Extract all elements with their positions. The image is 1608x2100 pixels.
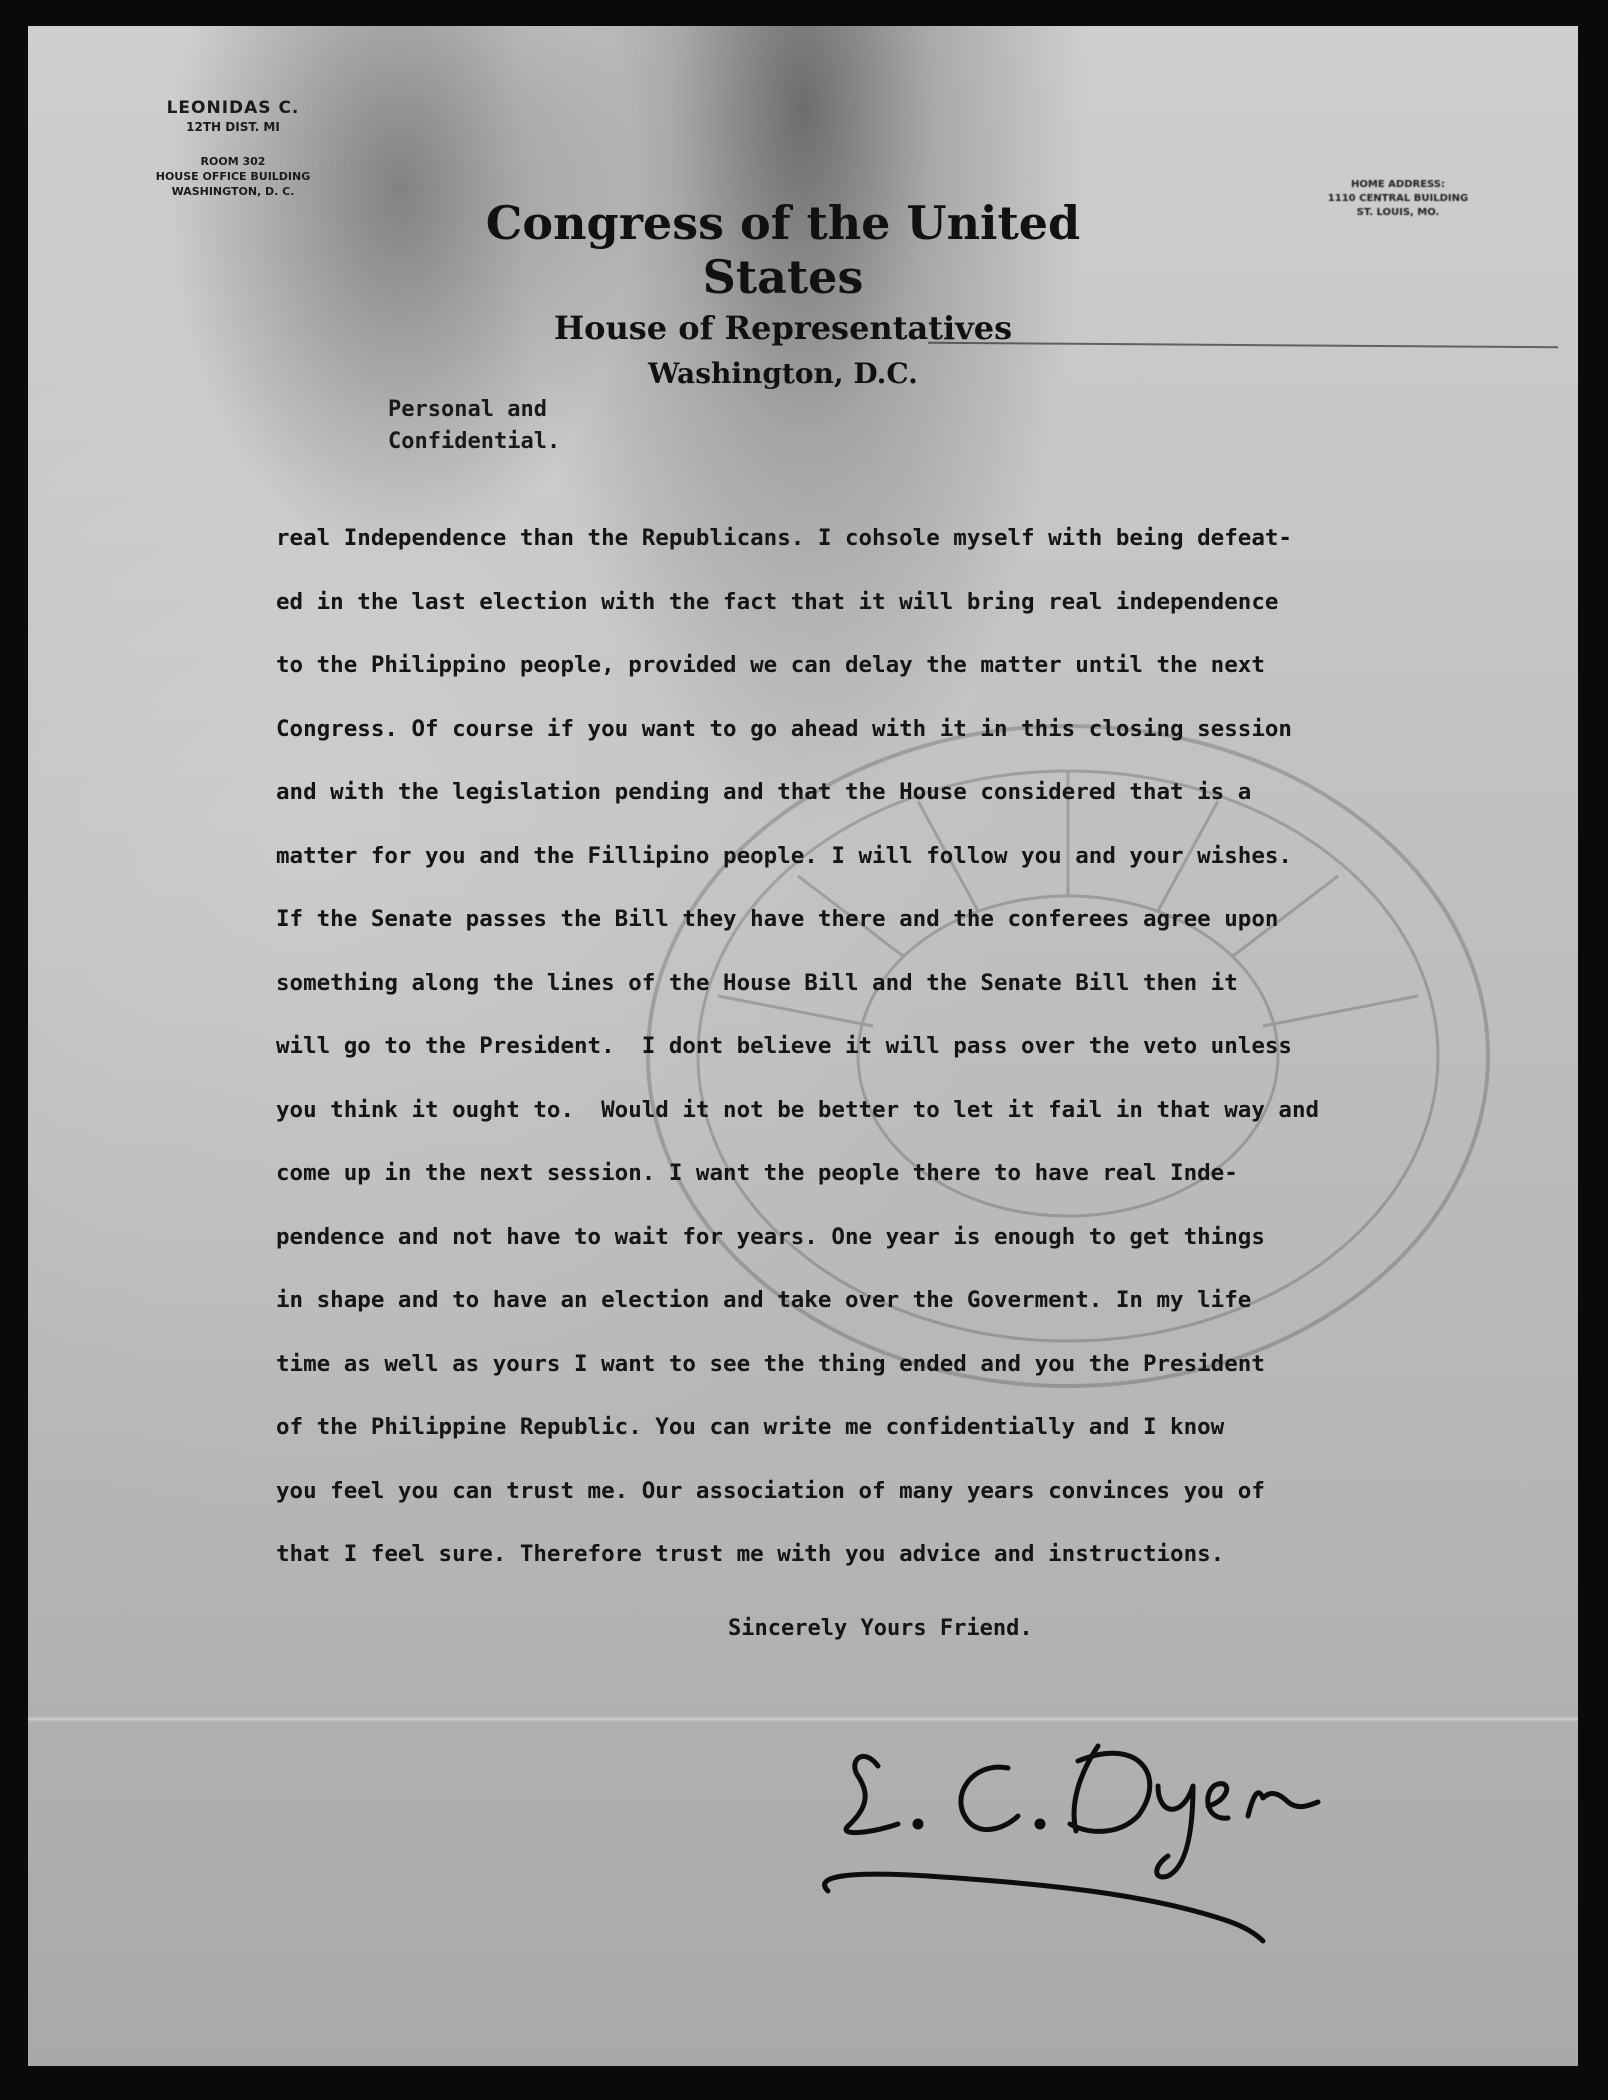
- closing-line: Sincerely Yours Friend.: [728, 1616, 1033, 1641]
- body-line: of the Philippine Republic. You can write me confidentially and I know: [276, 1414, 1225, 1440]
- body-line: in shape and to have an election and take over the Goverment. In my life: [276, 1287, 1252, 1313]
- body-line: ed in the last election with the fact that it will bring real independence: [276, 588, 1279, 615]
- body-line: come up in the next session. I want the people there to have real Inde-: [276, 1160, 1238, 1186]
- body-line: you feel you can trust me. Our association of many years convinces you of: [276, 1477, 1265, 1504]
- body-line: that I feel sure. Therefore trust me with you advice and instructions.: [276, 1541, 1225, 1567]
- body-line: to the Philippino people, provided we can delay the matter until the next: [276, 652, 1265, 678]
- body-line: you think it ought to. Would it not be better to let it fail in that way and: [276, 1096, 1320, 1123]
- salutation-line: Confidential.: [388, 429, 561, 454]
- left-address-block: [98, 98, 368, 199]
- home-address-line: HOME ADDRESS:: [1351, 179, 1445, 190]
- office-address-line: HOUSE OFFICE BUILDING: [155, 170, 311, 183]
- home-address-line: 1110 CENTRAL BUILDING: [1327, 193, 1469, 204]
- home-address-line: ST. LOUIS, MO.: [1356, 207, 1440, 218]
- body-line: time as well as yours I want to see the thing ended and you the President: [276, 1350, 1265, 1377]
- office-address-line: WASHINGTON, D. C.: [171, 185, 295, 198]
- letter-body: [276, 518, 1536, 1598]
- body-line: and with the legislation pending and that the House considered that is a: [276, 779, 1252, 805]
- sender-name: LEONIDAS C.: [166, 98, 300, 118]
- office-address: [98, 154, 368, 199]
- body-line: real Independence than the Republicans. I cohsole myself with being defeat-: [276, 525, 1292, 551]
- letterhead-title: Congress of the United States: [485, 196, 1081, 304]
- letterhead-subtitle: House of Representatives: [553, 309, 1013, 347]
- letter-sheet: [28, 26, 1578, 2066]
- body-line: If the Senate passes the Bill they have there and the conferees agree upon: [276, 906, 1279, 932]
- body-line: something along the lines of the House Bill and the Senate Bill then it: [276, 969, 1238, 996]
- right-address-block: [1283, 178, 1513, 220]
- body-line: matter for you and the Fillipino people. I will follow you and your wishes.: [276, 842, 1292, 869]
- letterhead-title-block: [408, 196, 1158, 392]
- salutation-block: [388, 394, 560, 458]
- salutation-line: Personal and: [388, 397, 547, 422]
- sender-district: 12TH DIST. MI: [186, 120, 280, 134]
- letterhead-location: Washington, D.C.: [648, 357, 918, 390]
- office-address-line: ROOM 302: [200, 155, 266, 168]
- body-line: will go to the President. I dont believe it will pass over the veto unless: [276, 1033, 1292, 1059]
- body-line: Congress. Of course if you want to go ahead with it in this closing session: [276, 715, 1292, 742]
- body-line: pendence and not have to wait for years. One year is enough to get things: [276, 1223, 1265, 1250]
- handwritten-signature: [808, 1706, 1368, 1946]
